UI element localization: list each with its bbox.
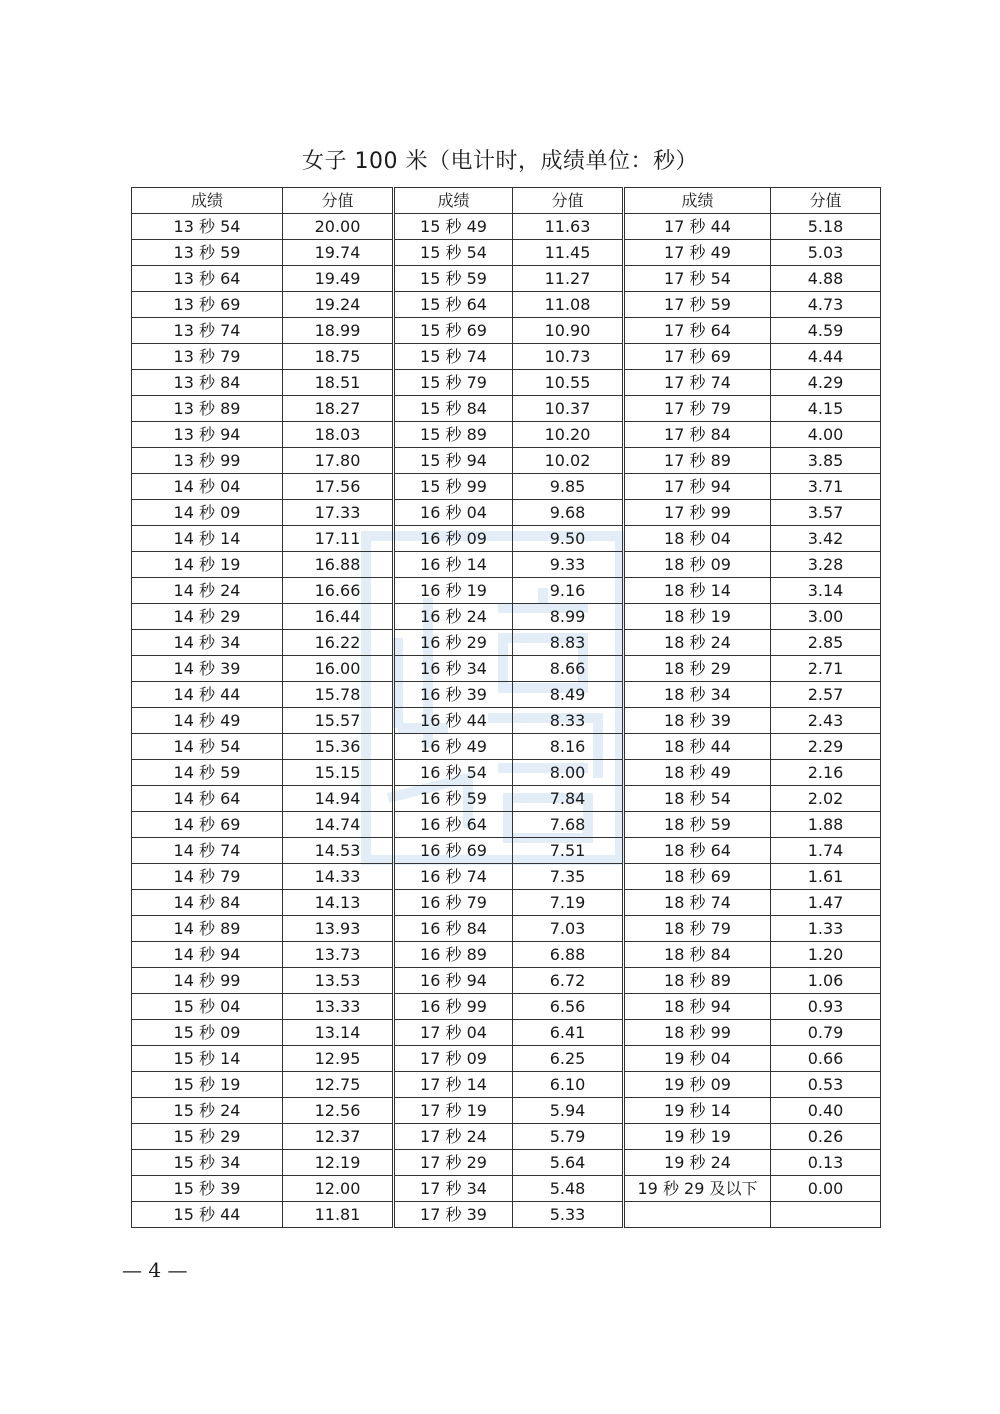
time-cell: 18 秒 49 bbox=[624, 760, 771, 786]
time-cell: 14 秒 24 bbox=[132, 578, 283, 604]
score-cell: 13.33 bbox=[283, 994, 394, 1020]
table-row bbox=[132, 604, 881, 630]
time-cell: 17 秒 69 bbox=[624, 344, 771, 370]
score-cell: 4.15 bbox=[771, 396, 881, 422]
score-cell: 6.72 bbox=[513, 968, 624, 994]
score-cell: 15.78 bbox=[283, 682, 394, 708]
time-cell: 16 秒 69 bbox=[394, 838, 513, 864]
score-cell: 12.56 bbox=[283, 1098, 394, 1124]
score-cell: 18.99 bbox=[283, 318, 394, 344]
table-row bbox=[132, 786, 881, 812]
score-cell: 16.66 bbox=[283, 578, 394, 604]
score-cell: 9.33 bbox=[513, 552, 624, 578]
time-cell: 18 秒 39 bbox=[624, 708, 771, 734]
score-cell: 3.00 bbox=[771, 604, 881, 630]
table-row bbox=[132, 708, 881, 734]
score-cell: 10.37 bbox=[513, 396, 624, 422]
time-cell: 15 秒 24 bbox=[132, 1098, 283, 1124]
time-cell: 16 秒 24 bbox=[394, 604, 513, 630]
time-cell: 14 秒 34 bbox=[132, 630, 283, 656]
time-cell: 15 秒 89 bbox=[394, 422, 513, 448]
time-cell: 15 秒 39 bbox=[132, 1176, 283, 1202]
table-row bbox=[132, 552, 881, 578]
score-cell: 6.10 bbox=[513, 1072, 624, 1098]
time-cell: 17 秒 09 bbox=[394, 1046, 513, 1072]
score-cell: 10.02 bbox=[513, 448, 624, 474]
score-cell: 5.64 bbox=[513, 1150, 624, 1176]
time-cell: 13 秒 74 bbox=[132, 318, 283, 344]
score-cell: 16.44 bbox=[283, 604, 394, 630]
score-cell: 0.66 bbox=[771, 1046, 881, 1072]
time-cell: 14 秒 94 bbox=[132, 942, 283, 968]
time-cell: 16 秒 44 bbox=[394, 708, 513, 734]
score-cell: 11.63 bbox=[513, 214, 624, 240]
score-cell: 2.85 bbox=[771, 630, 881, 656]
time-cell: 19 秒 14 bbox=[624, 1098, 771, 1124]
time-cell: 14 秒 69 bbox=[132, 812, 283, 838]
score-cell: 9.85 bbox=[513, 474, 624, 500]
table-row bbox=[132, 1124, 881, 1150]
score-cell: 3.14 bbox=[771, 578, 881, 604]
score-cell: 5.79 bbox=[513, 1124, 624, 1150]
time-cell: 14 秒 99 bbox=[132, 968, 283, 994]
table-row bbox=[132, 734, 881, 760]
score-cell: 0.53 bbox=[771, 1072, 881, 1098]
time-cell: 15 秒 74 bbox=[394, 344, 513, 370]
time-cell: 14 秒 09 bbox=[132, 500, 283, 526]
score-cell: 8.16 bbox=[513, 734, 624, 760]
score-cell: 4.29 bbox=[771, 370, 881, 396]
time-cell: 15 秒 19 bbox=[132, 1072, 283, 1098]
score-cell: 20.00 bbox=[283, 214, 394, 240]
table-row bbox=[132, 864, 881, 890]
score-cell: 4.00 bbox=[771, 422, 881, 448]
time-cell: 17 秒 79 bbox=[624, 396, 771, 422]
score-cell: 18.27 bbox=[283, 396, 394, 422]
table-row bbox=[132, 916, 881, 942]
time-cell: 14 秒 74 bbox=[132, 838, 283, 864]
time-cell: 19 秒 19 bbox=[624, 1124, 771, 1150]
time-cell: 16 秒 09 bbox=[394, 526, 513, 552]
score-cell: 14.13 bbox=[283, 890, 394, 916]
time-cell: 13 秒 64 bbox=[132, 266, 283, 292]
score-cell: 13.53 bbox=[283, 968, 394, 994]
time-cell: 15 秒 64 bbox=[394, 292, 513, 318]
score-cell: 7.19 bbox=[513, 890, 624, 916]
score-cell: 8.99 bbox=[513, 604, 624, 630]
time-cell: 18 秒 14 bbox=[624, 578, 771, 604]
time-cell: 14 秒 84 bbox=[132, 890, 283, 916]
time-cell: 13 秒 69 bbox=[132, 292, 283, 318]
score-cell: 0.79 bbox=[771, 1020, 881, 1046]
score-cell: 14.53 bbox=[283, 838, 394, 864]
score-cell: 5.94 bbox=[513, 1098, 624, 1124]
score-cell: 19.74 bbox=[283, 240, 394, 266]
table-row bbox=[132, 890, 881, 916]
score-cell: 0.93 bbox=[771, 994, 881, 1020]
score-cell: 4.88 bbox=[771, 266, 881, 292]
time-cell: 14 秒 44 bbox=[132, 682, 283, 708]
score-cell: 5.33 bbox=[513, 1202, 624, 1228]
score-cell: 8.66 bbox=[513, 656, 624, 682]
table-row bbox=[132, 370, 881, 396]
time-cell: 14 秒 04 bbox=[132, 474, 283, 500]
time-cell: 15 秒 14 bbox=[132, 1046, 283, 1072]
time-cell: 16 秒 94 bbox=[394, 968, 513, 994]
score-cell: 2.29 bbox=[771, 734, 881, 760]
table-row bbox=[132, 1176, 881, 1202]
table-row bbox=[132, 942, 881, 968]
time-cell: 13 秒 59 bbox=[132, 240, 283, 266]
table-row bbox=[132, 1098, 881, 1124]
score-cell: 2.02 bbox=[771, 786, 881, 812]
time-cell: 18 秒 24 bbox=[624, 630, 771, 656]
table-row bbox=[132, 760, 881, 786]
time-cell: 17 秒 04 bbox=[394, 1020, 513, 1046]
score-cell: 5.03 bbox=[771, 240, 881, 266]
score-cell: 17.80 bbox=[283, 448, 394, 474]
time-cell: 14 秒 19 bbox=[132, 552, 283, 578]
score-cell: 6.41 bbox=[513, 1020, 624, 1046]
table-header-row bbox=[132, 188, 881, 214]
time-cell: 15 秒 54 bbox=[394, 240, 513, 266]
score-cell: 10.90 bbox=[513, 318, 624, 344]
score-cell: 6.88 bbox=[513, 942, 624, 968]
time-cell: 17 秒 89 bbox=[624, 448, 771, 474]
table-row bbox=[132, 1020, 881, 1046]
table-row bbox=[132, 968, 881, 994]
time-cell: 17 秒 64 bbox=[624, 318, 771, 344]
table-row bbox=[132, 1202, 881, 1228]
score-cell: 15.15 bbox=[283, 760, 394, 786]
time-cell: 16 秒 19 bbox=[394, 578, 513, 604]
score-cell: 12.37 bbox=[283, 1124, 394, 1150]
score-cell: 7.68 bbox=[513, 812, 624, 838]
time-cell: 18 秒 99 bbox=[624, 1020, 771, 1046]
time-cell: 17 秒 54 bbox=[624, 266, 771, 292]
score-cell: 3.42 bbox=[771, 526, 881, 552]
table-row bbox=[132, 266, 881, 292]
time-cell: 17 秒 49 bbox=[624, 240, 771, 266]
time-cell: 17 秒 74 bbox=[624, 370, 771, 396]
time-cell: 16 秒 14 bbox=[394, 552, 513, 578]
time-cell: 17 秒 44 bbox=[624, 214, 771, 240]
time-cell: 13 秒 79 bbox=[132, 344, 283, 370]
time-cell: 16 秒 04 bbox=[394, 500, 513, 526]
time-cell: 18 秒 59 bbox=[624, 812, 771, 838]
table-row bbox=[132, 578, 881, 604]
score-cell: 8.83 bbox=[513, 630, 624, 656]
score-cell: 1.47 bbox=[771, 890, 881, 916]
table-row bbox=[132, 344, 881, 370]
time-cell: 18 秒 19 bbox=[624, 604, 771, 630]
time-cell: 17 秒 59 bbox=[624, 292, 771, 318]
score-cell: 0.00 bbox=[771, 1176, 881, 1202]
time-cell: 18 秒 89 bbox=[624, 968, 771, 994]
score-cell: 10.20 bbox=[513, 422, 624, 448]
score-cell: 3.85 bbox=[771, 448, 881, 474]
table-row bbox=[132, 1150, 881, 1176]
time-cell: 13 秒 89 bbox=[132, 396, 283, 422]
header-cell: 分值 bbox=[513, 188, 624, 214]
score-cell: 3.71 bbox=[771, 474, 881, 500]
score-cell: 11.27 bbox=[513, 266, 624, 292]
score-cell: 9.68 bbox=[513, 500, 624, 526]
time-cell: 18 秒 09 bbox=[624, 552, 771, 578]
time-cell: 18 秒 69 bbox=[624, 864, 771, 890]
score-cell: 1.06 bbox=[771, 968, 881, 994]
time-cell: 13 秒 94 bbox=[132, 422, 283, 448]
time-cell: 16 秒 89 bbox=[394, 942, 513, 968]
score-cell: 15.57 bbox=[283, 708, 394, 734]
score-cell: 18.75 bbox=[283, 344, 394, 370]
score-cell: 12.75 bbox=[283, 1072, 394, 1098]
page-title: 女子 100 米（电计时，成绩单位：秒） bbox=[302, 149, 698, 174]
header-cell: 成绩 bbox=[132, 188, 283, 214]
table-row bbox=[132, 812, 881, 838]
time-cell: 16 秒 54 bbox=[394, 760, 513, 786]
time-cell: 15 秒 09 bbox=[132, 1020, 283, 1046]
score-cell: 7.51 bbox=[513, 838, 624, 864]
score-cell: 9.16 bbox=[513, 578, 624, 604]
table-row bbox=[132, 318, 881, 344]
score-cell: 14.94 bbox=[283, 786, 394, 812]
score-cell: 1.20 bbox=[771, 942, 881, 968]
time-cell: 16 秒 84 bbox=[394, 916, 513, 942]
time-cell: 14 秒 54 bbox=[132, 734, 283, 760]
table-row bbox=[132, 214, 881, 240]
score-table bbox=[131, 187, 881, 1228]
time-cell: 18 秒 79 bbox=[624, 916, 771, 942]
score-cell: 3.57 bbox=[771, 500, 881, 526]
score-cell: 11.08 bbox=[513, 292, 624, 318]
table-row bbox=[132, 422, 881, 448]
score-cell: 16.00 bbox=[283, 656, 394, 682]
time-cell: 17 秒 34 bbox=[394, 1176, 513, 1202]
page-number: — 4 — bbox=[122, 1258, 188, 1282]
time-cell: 18 秒 54 bbox=[624, 786, 771, 812]
time-cell: 16 秒 79 bbox=[394, 890, 513, 916]
score-cell: 17.56 bbox=[283, 474, 394, 500]
score-cell: 9.50 bbox=[513, 526, 624, 552]
time-cell: 16 秒 64 bbox=[394, 812, 513, 838]
time-cell: 13 秒 99 bbox=[132, 448, 283, 474]
time-cell: 18 秒 29 bbox=[624, 656, 771, 682]
table-row bbox=[132, 292, 881, 318]
score-cell: 7.84 bbox=[513, 786, 624, 812]
score-cell: 10.55 bbox=[513, 370, 624, 396]
time-cell: 16 秒 34 bbox=[394, 656, 513, 682]
score-cell: 4.44 bbox=[771, 344, 881, 370]
score-cell: 15.36 bbox=[283, 734, 394, 760]
time-cell: 15 秒 49 bbox=[394, 214, 513, 240]
time-cell: 14 秒 14 bbox=[132, 526, 283, 552]
table-row bbox=[132, 396, 881, 422]
time-cell: 17 秒 39 bbox=[394, 1202, 513, 1228]
table-row bbox=[132, 240, 881, 266]
time-cell: 17 秒 94 bbox=[624, 474, 771, 500]
table-row bbox=[132, 994, 881, 1020]
score-cell: 8.49 bbox=[513, 682, 624, 708]
time-cell: 16 秒 29 bbox=[394, 630, 513, 656]
score-cell: 18.51 bbox=[283, 370, 394, 396]
time-cell: 18 秒 94 bbox=[624, 994, 771, 1020]
time-cell: 14 秒 39 bbox=[132, 656, 283, 682]
table-row bbox=[132, 526, 881, 552]
time-cell: 16 秒 74 bbox=[394, 864, 513, 890]
time-cell: 13 秒 54 bbox=[132, 214, 283, 240]
time-cell: 18 秒 44 bbox=[624, 734, 771, 760]
score-cell: 17.11 bbox=[283, 526, 394, 552]
header-cell: 成绩 bbox=[624, 188, 771, 214]
time-cell: 17 秒 29 bbox=[394, 1150, 513, 1176]
header-cell: 分值 bbox=[283, 188, 394, 214]
time-cell: 16 秒 49 bbox=[394, 734, 513, 760]
time-cell: 14 秒 89 bbox=[132, 916, 283, 942]
time-cell: 14 秒 79 bbox=[132, 864, 283, 890]
score-cell: 6.56 bbox=[513, 994, 624, 1020]
table-row bbox=[132, 838, 881, 864]
score-cell: 5.18 bbox=[771, 214, 881, 240]
time-cell: 14 秒 59 bbox=[132, 760, 283, 786]
time-cell: 15 秒 69 bbox=[394, 318, 513, 344]
score-cell: 2.16 bbox=[771, 760, 881, 786]
score-cell: 1.61 bbox=[771, 864, 881, 890]
score-cell: 16.88 bbox=[283, 552, 394, 578]
score-cell: 5.48 bbox=[513, 1176, 624, 1202]
time-cell: 19 秒 29 及以下 bbox=[624, 1176, 771, 1202]
time-cell: 19 秒 24 bbox=[624, 1150, 771, 1176]
time-cell: 17 秒 84 bbox=[624, 422, 771, 448]
score-cell: 11.45 bbox=[513, 240, 624, 266]
time-cell: 18 秒 84 bbox=[624, 942, 771, 968]
score-cell: 6.25 bbox=[513, 1046, 624, 1072]
score-cell: 10.73 bbox=[513, 344, 624, 370]
score-cell: 12.19 bbox=[283, 1150, 394, 1176]
score-cell: 19.49 bbox=[283, 266, 394, 292]
time-cell: 17 秒 19 bbox=[394, 1098, 513, 1124]
time-cell bbox=[624, 1202, 771, 1228]
score-cell: 0.40 bbox=[771, 1098, 881, 1124]
time-cell: 15 秒 29 bbox=[132, 1124, 283, 1150]
score-cell: 12.95 bbox=[283, 1046, 394, 1072]
time-cell: 16 秒 99 bbox=[394, 994, 513, 1020]
time-cell: 15 秒 59 bbox=[394, 266, 513, 292]
time-cell: 15 秒 94 bbox=[394, 448, 513, 474]
table-row bbox=[132, 1046, 881, 1072]
time-cell: 18 秒 04 bbox=[624, 526, 771, 552]
score-cell: 16.22 bbox=[283, 630, 394, 656]
score-cell: 0.13 bbox=[771, 1150, 881, 1176]
score-cell: 7.03 bbox=[513, 916, 624, 942]
time-cell: 18 秒 74 bbox=[624, 890, 771, 916]
score-cell: 4.73 bbox=[771, 292, 881, 318]
header-cell: 分值 bbox=[771, 188, 881, 214]
score-cell: 2.43 bbox=[771, 708, 881, 734]
score-cell: 14.33 bbox=[283, 864, 394, 890]
time-cell: 16 秒 59 bbox=[394, 786, 513, 812]
score-cell: 4.59 bbox=[771, 318, 881, 344]
time-cell: 17 秒 14 bbox=[394, 1072, 513, 1098]
table-row bbox=[132, 656, 881, 682]
time-cell: 15 秒 79 bbox=[394, 370, 513, 396]
time-cell: 14 秒 64 bbox=[132, 786, 283, 812]
score-cell: 3.28 bbox=[771, 552, 881, 578]
time-cell: 19 秒 04 bbox=[624, 1046, 771, 1072]
time-cell: 14 秒 49 bbox=[132, 708, 283, 734]
score-cell: 2.57 bbox=[771, 682, 881, 708]
score-cell: 11.81 bbox=[283, 1202, 394, 1228]
time-cell: 15 秒 04 bbox=[132, 994, 283, 1020]
score-cell: 1.74 bbox=[771, 838, 881, 864]
time-cell: 18 秒 64 bbox=[624, 838, 771, 864]
score-cell: 8.33 bbox=[513, 708, 624, 734]
table-row bbox=[132, 448, 881, 474]
score-cell: 13.93 bbox=[283, 916, 394, 942]
time-cell: 16 秒 39 bbox=[394, 682, 513, 708]
score-cell: 1.33 bbox=[771, 916, 881, 942]
time-cell: 17 秒 99 bbox=[624, 500, 771, 526]
time-cell: 13 秒 84 bbox=[132, 370, 283, 396]
header-cell: 成绩 bbox=[394, 188, 513, 214]
time-cell: 18 秒 34 bbox=[624, 682, 771, 708]
score-cell bbox=[771, 1202, 881, 1228]
time-cell: 15 秒 99 bbox=[394, 474, 513, 500]
score-cell: 2.71 bbox=[771, 656, 881, 682]
score-cell: 7.35 bbox=[513, 864, 624, 890]
score-cell: 19.24 bbox=[283, 292, 394, 318]
score-cell: 18.03 bbox=[283, 422, 394, 448]
score-cell: 13.73 bbox=[283, 942, 394, 968]
score-cell: 13.14 bbox=[283, 1020, 394, 1046]
time-cell: 14 秒 29 bbox=[132, 604, 283, 630]
score-cell: 1.88 bbox=[771, 812, 881, 838]
time-cell: 15 秒 84 bbox=[394, 396, 513, 422]
table-row bbox=[132, 630, 881, 656]
score-cell: 17.33 bbox=[283, 500, 394, 526]
time-cell: 19 秒 09 bbox=[624, 1072, 771, 1098]
table-row bbox=[132, 1072, 881, 1098]
table-row bbox=[132, 682, 881, 708]
score-cell: 14.74 bbox=[283, 812, 394, 838]
score-cell: 0.26 bbox=[771, 1124, 881, 1150]
score-cell: 8.00 bbox=[513, 760, 624, 786]
time-cell: 17 秒 24 bbox=[394, 1124, 513, 1150]
score-cell: 12.00 bbox=[283, 1176, 394, 1202]
time-cell: 15 秒 44 bbox=[132, 1202, 283, 1228]
table-row bbox=[132, 500, 881, 526]
time-cell: 15 秒 34 bbox=[132, 1150, 283, 1176]
table-row bbox=[132, 474, 881, 500]
